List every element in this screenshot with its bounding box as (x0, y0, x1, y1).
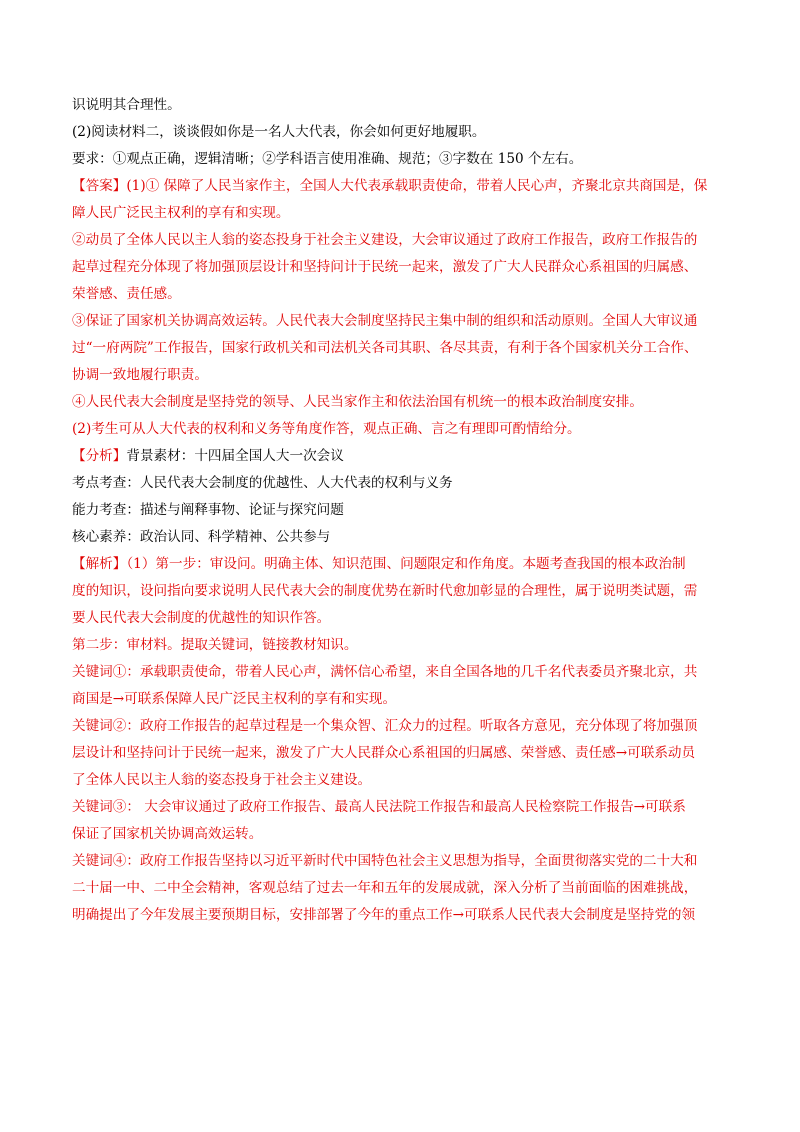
explanation-line-8: 层设计和坚持问计于民统一起来，激发了广大人民群众心系祖国的归属感、荣誉感、责任感→可联系动员 (72, 745, 696, 761)
explanation-line-9: 了全体人民以主人翁的姿态投身于社会主义建设。 (72, 772, 372, 788)
question-line-1: 识说明其合理性。 (72, 97, 181, 113)
answer-line-5: 荣誉感、责任感。 (72, 286, 181, 302)
explanation-line-12: 关键词④：政府工作报告坚持以习近平新时代中国特色社会主义思想为指导，全面贯彻落实党的二十大和 (72, 853, 698, 869)
answer-line-2: 障人民广泛民主权利的享有和实现。 (72, 205, 290, 221)
explanation-line-2: 度的知识，设问指向要求说明人民代表大会的制度优势在新时代愈加彰显的合理性，属于说明类试题，需 (72, 583, 698, 599)
explanation-line-6: 商国是→可联系保障人民广泛民主权利的享有和实现。 (72, 691, 397, 707)
explanation-line-14: 明确提出了今年发展主要预期目标，安排部署了今年的重点工作→可联系人民代表大会制度是坚持党的领 (72, 907, 696, 923)
answer-line-3: ②动员了全体人民以主人翁的姿态投身于社会主义建设，大会审议通过了政府工作报告，政府工作报告的 (72, 232, 698, 248)
answer-line-4: 起草过程充分体现了将加强顶层设计和坚持问计于民统一起来，激发了广大人民群众心系祖国的归属感、 (72, 259, 698, 275)
explanation-line-3: 要人民代表大会制度的优越性的知识作答。 (72, 610, 331, 626)
question-requirements: 要求：①观点正确，逻辑清晰；②学科语言使用准确、规范；③字数在 150 个左右。 (72, 151, 583, 167)
explanation-tag: 【解析】 (72, 556, 127, 572)
explanation-line-1: 【解析】（1）第一步：审设问。明确主体、知识范围、问题限定和作角度。本题考查我国的根本政治制 (72, 556, 686, 572)
answer-line-10: (2)考生可从人大代表的权利和义务等角度作答，观点正确、言之有理即可酌情给分。 (72, 421, 581, 437)
analysis-tag: 【分析】 (72, 448, 127, 464)
question-part-2: (2)阅读材料二，谈谈假如你是一名人大代表，你会如何更好地履职。 (72, 124, 486, 140)
answer-line-1: 【答案】(1)① 保障了人民当家作主，全国人大代表承载职责使命，带着人民心声，齐聚北京共商国是，保 (72, 178, 708, 194)
analysis-suyang: 核心素养：政治认同、科学精神、公共参与 (72, 529, 331, 545)
answer-tag: 【答案】 (72, 178, 127, 194)
explanation-line-11: 保证了国家机关协调高效运转。 (72, 826, 263, 842)
explanation-line-7: 关键词②：政府工作报告的起草过程是一个集众智、汇众力的过程。听取各方意见，充分体现了将加强顶 (72, 718, 698, 734)
answer-line-8: 协调一致地履行职责。 (72, 367, 208, 383)
analysis-background: 【分析】背景素材：十四届全国人大一次会议 (72, 448, 344, 464)
answer-line-7: 过“一府两院”工作报告，国家行政机关和司法机关各司其职、各尽其责，有利于各个国家机关分工合作、 (72, 340, 698, 356)
analysis-kaodian: 考点考查：人民代表大会制度的优越性、人大代表的权利与义务 (72, 475, 453, 491)
explanation-line-13: 二十届一中、二中全会精神，客观总结了过去一年和五年的发展成就，深入分析了当前面临的困难挑战， (72, 880, 698, 896)
analysis-nengli: 能力考查：描述与阐释事物、论证与探究问题 (72, 502, 344, 518)
answer-line-6: ③保证了国家机关协调高效运转。人民代表大会制度坚持民主集中制的组织和活动原则。全国人大审议通 (72, 313, 698, 329)
explanation-line-10: 关键词③： 大会审议通过了政府工作报告、最高人民法院工作报告和最高人民检察院工作报告→可联系 (72, 799, 686, 815)
explanation-line-4: 第二步：审材料。提取关键词，链接教材知识。 (72, 637, 358, 653)
explanation-line-5: 关键词①：承载职责使命，带着人民心声，满怀信心希望，来自全国各地的几千名代表委员齐聚北京，共 (72, 664, 698, 680)
answer-line-9: ④人民代表大会制度是坚持党的领导、人民当家作主和依法治国有机统一的根本政治制度安排。 (72, 394, 643, 410)
